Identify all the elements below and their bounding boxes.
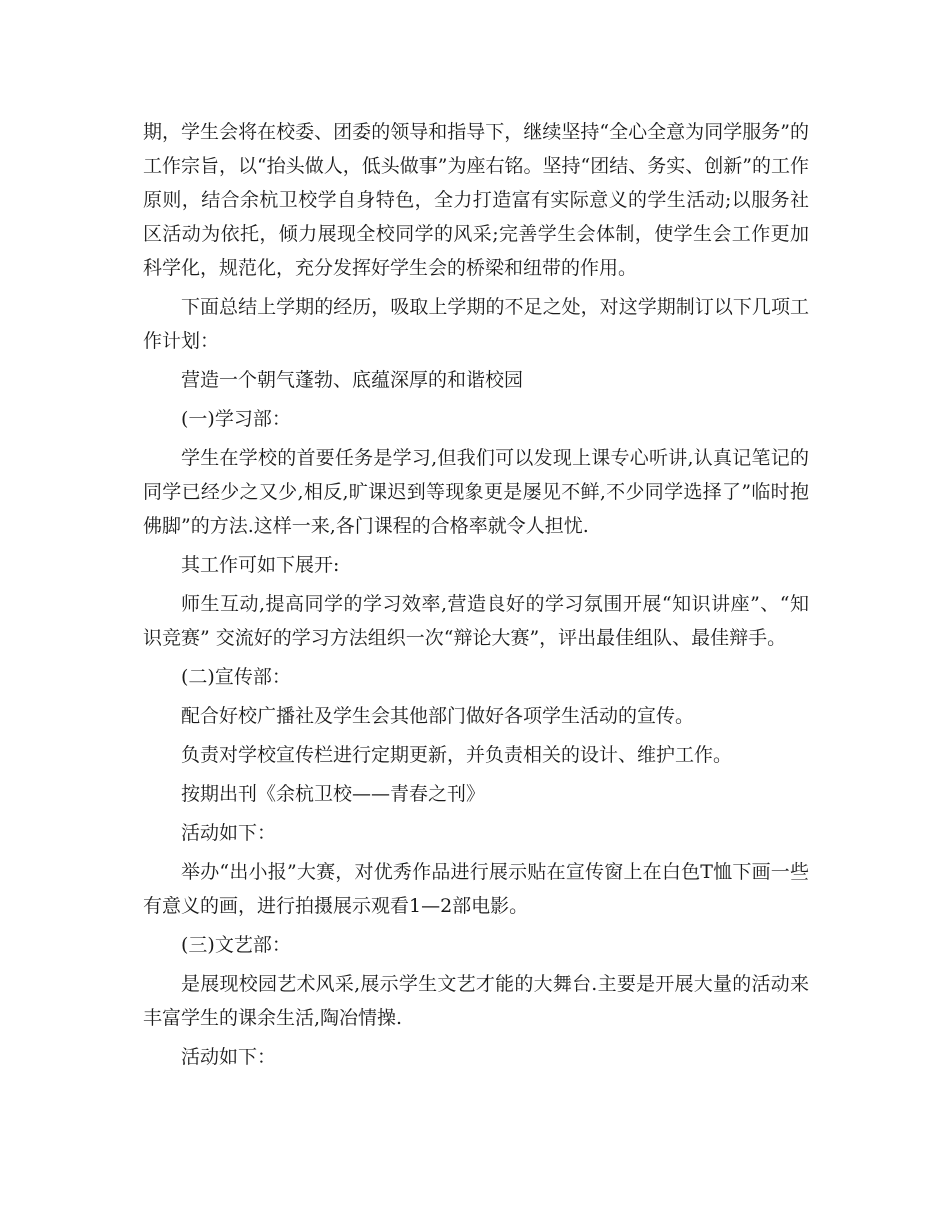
document-body [143, 115, 809, 1079]
paragraph-arts-description: 是展现校园艺术风采,展示学生文艺才能的大舞台.主要是开展大量的活动来丰富学生的课余生活,陶冶情操. [143, 973, 809, 1029]
paragraph-study-activities: 师生互动,提高同学的学习效率,营造良好的学习氛围开展“知识讲座”、“知识竞赛” 交流好的学习方法组织一次“辩论大赛”，评出最佳组队、最佳辩手。 [143, 593, 809, 649]
paragraph-arts-activities-label: 活动如下： [181, 1046, 277, 1068]
paragraph-study-situation: 学生在学校的首要任务是学习,但我们可以发现上课专心听讲,认真记笔记的同学已经少之又少,相反,旷课迟到等现象更是屡见不鲜,不少同学选择了”临时抱佛脚”的方法.这样一来,各门课程的合格率就令人担忧. [143, 447, 809, 537]
section-heading-study: (一)学习部： [181, 408, 291, 430]
paragraph-activities-label: 活动如下： [181, 822, 277, 844]
section-heading-arts: (三)文艺部： [181, 934, 291, 956]
paragraph-study-plan-intro: 其工作可如下展开: [181, 554, 340, 576]
section-heading-publicity: (二)宣传部： [181, 666, 291, 688]
paragraph-publicity-activities: 举办“出小报”大赛，对优秀作品进行展示贴在宣传窗上在白色T恤下画一些有意义的画，进行拍摄展示观看1—2部电影。 [143, 861, 809, 917]
paragraph-goal: 营造一个朝气蓬勃、底蕴深厚的和谐校园 [181, 369, 524, 391]
paragraph-summary: 下面总结上学期的经历，吸取上学期的不足之处，对这学期制订以下几项工作计划： [143, 296, 809, 352]
paragraph-publicity-2: 负责对学校宣传栏进行定期更新，并负责相关的设计、维护工作。 [181, 744, 733, 766]
paragraph-publicity-1: 配合好校广播社及学生会其他部门做好各项学生活动的宣传。 [181, 705, 695, 727]
paragraph-continuation: 期，学生会将在校委、团委的领导和指导下，继续坚持“全心全意为同学服务”的工作宗旨，以“抬头做人，低头做事”为座右铭。坚持“团结、务实、创新”的工作原则，结合余杭卫校学自身特色，全力打造富有实际意义的学生活动;以服务社区活动为依托，倾力展现全校同学的风采;完善学生会体制，使学生会工作更加科学化，规范化，充分发挥好学生会的桥梁和纽带的作用。 [143, 121, 809, 279]
paragraph-publicity-3: 按期出刊《余杭卫校——青春之刊》 [181, 783, 486, 805]
